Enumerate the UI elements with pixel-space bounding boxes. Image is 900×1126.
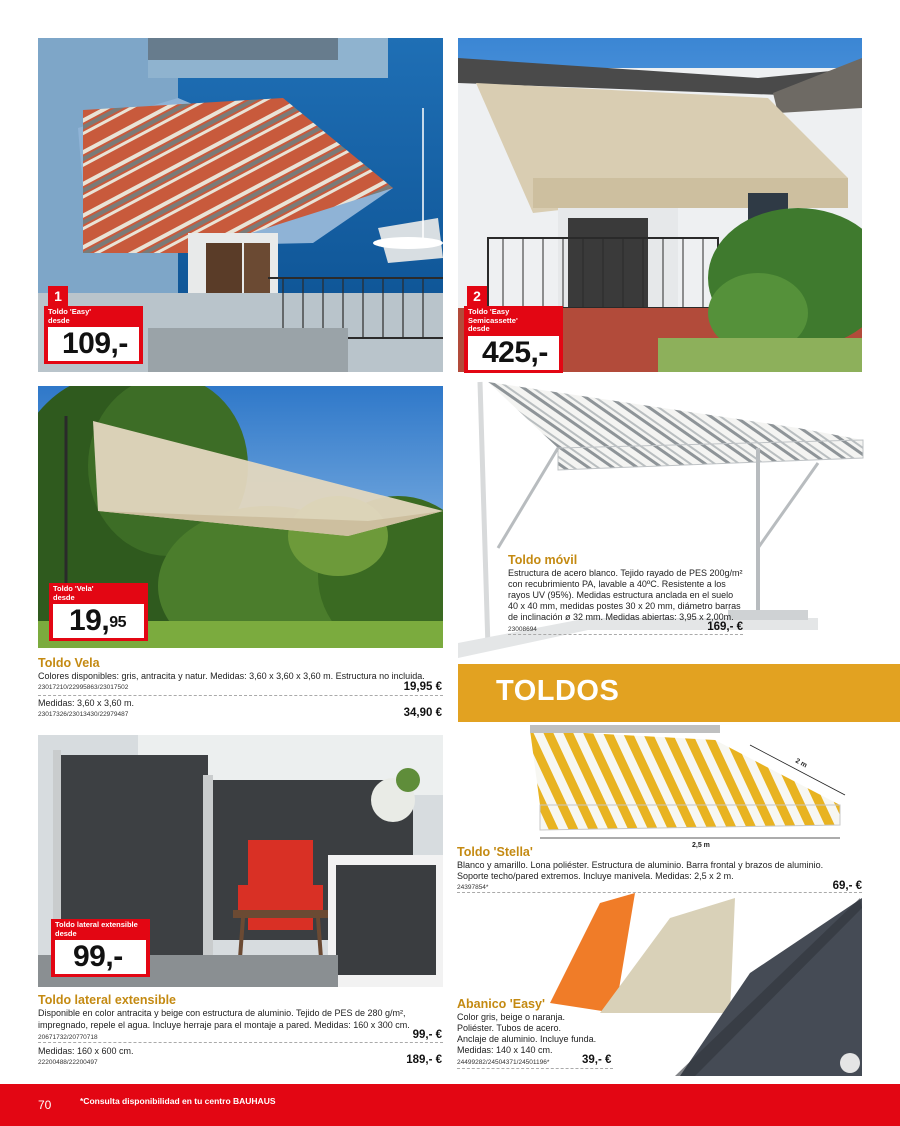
product-code-vela-2: 23017326/23013430/22979487 [38,711,129,718]
product-desc-lateral-2: impregnado, repele el agua. Incluye herraje para el montaje a pared. Medidas: 160 x 300 cm. [38,1020,410,1030]
product-desc-stella-1: Blanco y amarillo. Lona poliéster. Estructura de aluminio. Barra frontal y brazos de aluminio. [457,860,824,870]
product-desc-abanico-1: Color gris, beige o naranja. [457,1012,566,1022]
badge-label: Toldo 'Vela' [53,584,94,593]
divider [508,634,743,635]
product-desc-lateral-1: Disponible en color antracita y beige con estructura de aluminio. Tejido de PES de 280 g/m², [38,1008,406,1018]
badge-label-desde: desde [468,324,490,333]
product-code-lateral-1: 20671732/20770718 [38,1034,98,1041]
badge-price: 425,- [468,336,559,370]
product-price-movil: 169,- € [707,621,743,633]
footer-bar [0,1084,900,1126]
product-code-stella: 24397854* [457,884,489,891]
product-price-vela-1: 19,95 € [403,681,442,693]
product-title-movil: Toldo móvil [508,553,578,567]
product-title-vela: Toldo Vela [38,656,100,670]
section-title: TOLDOS [496,675,620,707]
product-price-lateral-2: 189,- € [406,1054,442,1066]
availability-note: *Consulta disponibilidad en tu centro BAUHAUS [80,1096,276,1106]
product-desc-movil-3: rayos UV (95%). Medidas estructura anclada en el suelo [508,590,734,600]
badge-label-desde: desde [48,315,70,325]
badge-label: Toldo lateral extensible [55,920,138,929]
product-desc-movil-4: 40 x 40 mm, medidas postes 30 x 20 mm, diámetro barras [508,601,741,611]
product-desc-vela-2: Medidas: 3,60 x 3,60 m. [38,698,135,708]
divider [38,1042,443,1043]
product-number-1: 1 [48,286,68,306]
product-desc-abanico-2: Poliéster. Tubos de acero. [457,1023,562,1033]
badge-label-desde: desde [55,928,77,938]
badge-price [53,604,144,638]
product-desc-stella-2: Soporte techo/pared extremos. Incluye manivela. Medidas: 2,5 x 2 m. [457,871,734,881]
product-code-lateral-2: 22200488/22200497 [38,1059,98,1066]
product-title-lateral: Toldo lateral extensible [38,993,177,1007]
price-badge-toldo-lateral [51,919,150,977]
badge-label-desde: desde [53,592,75,602]
product-price-lateral-1: 99,- € [412,1029,442,1041]
section-title-bar [458,664,900,722]
product-desc-abanico-4: Medidas: 140 x 140 cm. [457,1045,553,1055]
page-number: 70 [38,1098,52,1112]
price-badge-toldo-semicassette [464,306,563,373]
badge-price-cents: 95 [109,614,127,631]
badge-label: Toldo 'Easy Semicassette' [468,307,518,325]
badge-price: 99,- [55,940,146,974]
product-price-stella: 69,- € [832,880,862,892]
badge-price: 109,- [48,327,139,361]
product-price-abanico: 39,- € [582,1054,612,1066]
photo-toldo-stella [500,725,860,845]
badge-price-main: 19, [69,604,110,637]
product-desc-movil-1: Estructura de acero blanco. Tejido rayado de PES 200g/m² [508,568,743,578]
badge-label: Toldo 'Easy' [48,307,92,316]
product-desc-movil-5: de inclinación ø 32 mm. Medidas abiertas: 3,95 x 2,00m. [508,612,734,622]
product-title-abanico: Abanico 'Easy' [457,997,545,1011]
photo-abanico-easy [520,893,862,1076]
product-desc-vela: Colores disponibles: gris, antracita y natur. Medidas: 3,60 x 3,60 x 3,60 m. Estructura no incluida. [38,671,425,681]
product-price-vela-2: 34,90 € [403,707,442,719]
divider [457,1068,613,1069]
divider [38,695,443,696]
product-desc-movil-2: con recubrimiento PA, lavable a 40ºC. Resistente a los [508,579,726,589]
product-desc-abanico-3: Anclaje de aluminio. Incluye funda. [457,1034,597,1044]
price-badge-toldo-easy [44,306,143,364]
price-badge-toldo-vela [49,583,148,641]
dimension-depth-label: 2 m [794,757,808,770]
dimension-width-label: 2,5 m [692,842,710,849]
product-number-2: 2 [467,286,487,306]
product-title-stella: Toldo 'Stella' [457,845,533,859]
product-code-vela-1: 23017210/22995863/23017502 [38,684,129,691]
product-code-abanico: 24499282/24504371/24501196* [457,1059,550,1066]
product-desc-lateral-3: Medidas: 160 x 600 cm. [38,1046,134,1056]
product-code-movil: 23008694 [508,626,537,633]
